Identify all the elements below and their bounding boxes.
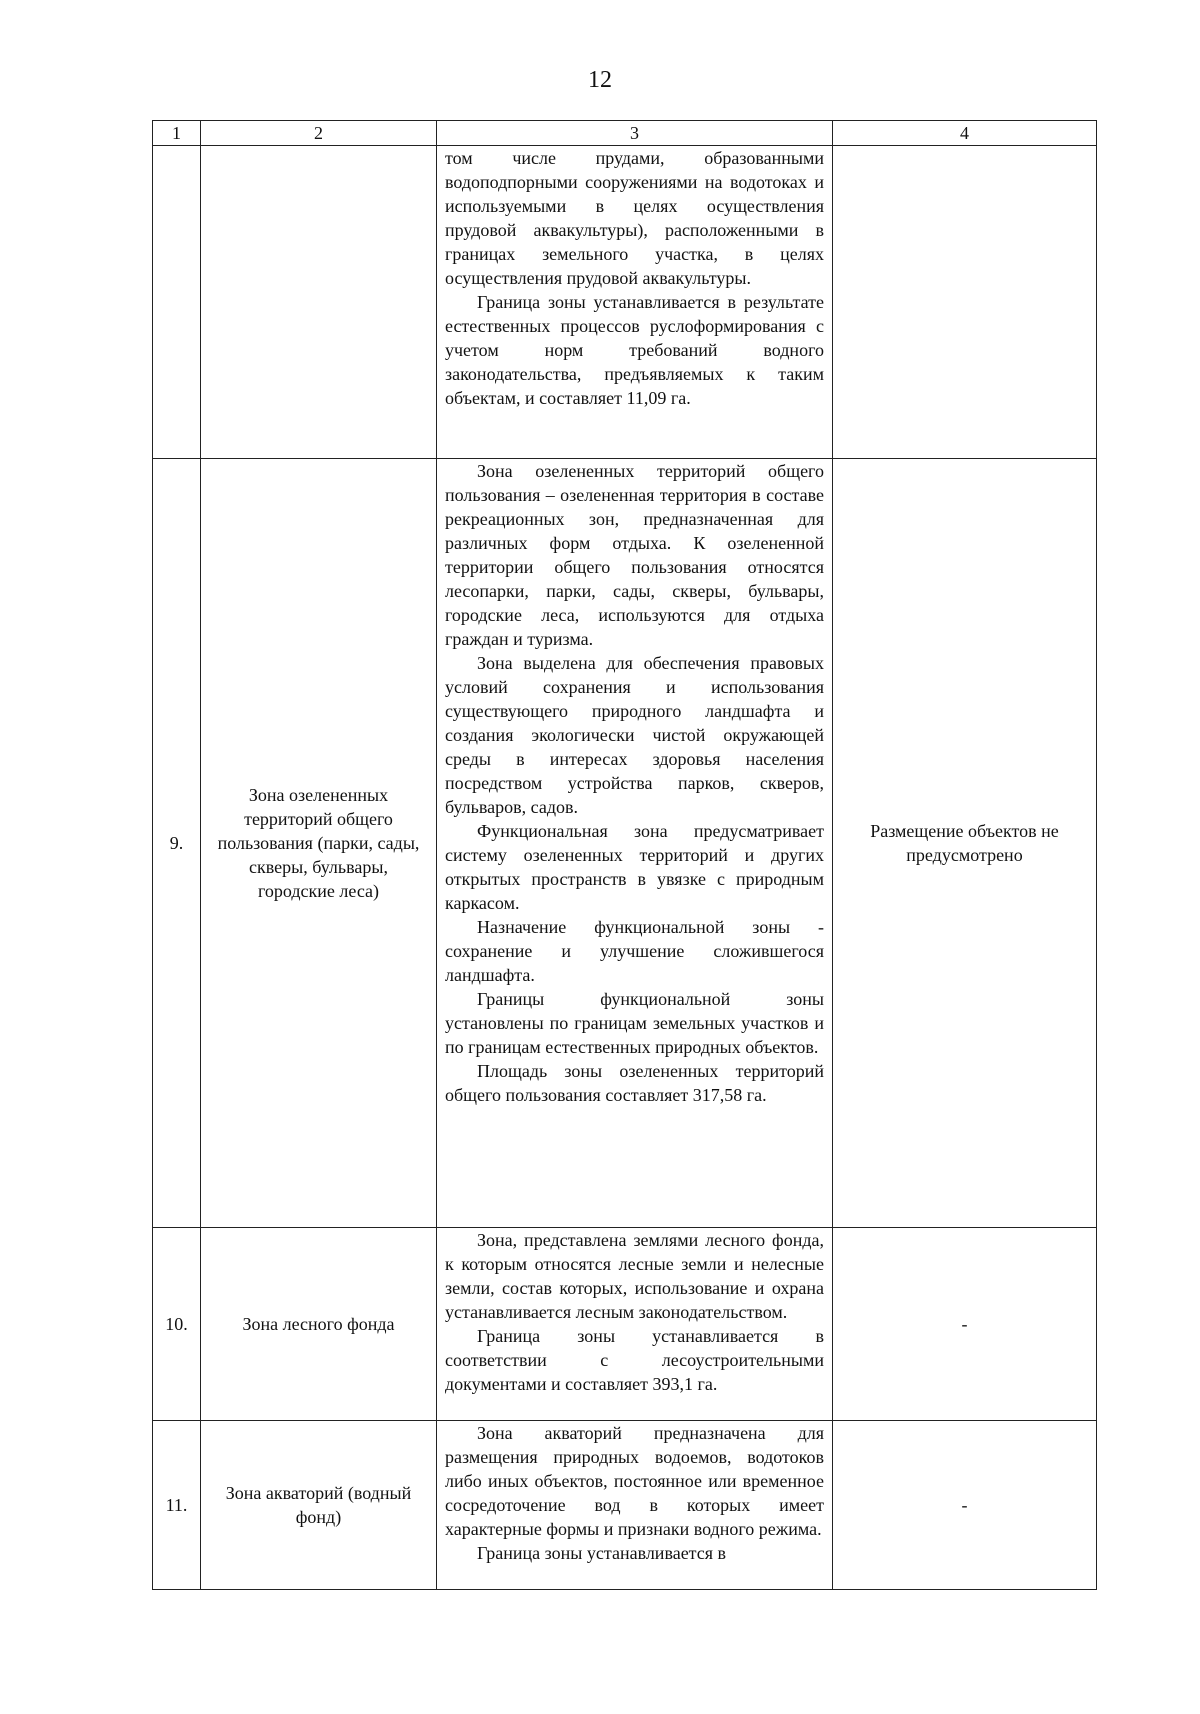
table-row bbox=[153, 146, 1097, 459]
zone-description bbox=[437, 146, 833, 459]
zone-objects: - bbox=[833, 1228, 1097, 1421]
zone-name: Зона акваторий (водный фонд) bbox=[201, 1421, 437, 1590]
zone-name: Зона лесного фонда bbox=[201, 1228, 437, 1421]
row-number: 11. bbox=[153, 1421, 201, 1590]
column-header: 4 bbox=[833, 121, 1097, 146]
description-paragraph: Функциональная зона предусматривает систему озелененных территорий и других открытых пространств в увязке с природным каркасом. bbox=[445, 821, 824, 913]
column-header: 1 bbox=[153, 121, 201, 146]
description-paragraph: том числе прудами, образованными водоподпорными сооружениями на водотоках и используемыми в целях осуществления прудовой аквакультуры), расположенными в границах земельного участка, в целях осуществления прудовой аквакультуры. bbox=[445, 148, 824, 288]
table-row bbox=[153, 459, 1097, 1228]
description-paragraph: Зона акваторий предназначена для размещения природных водоемов, водотоков либо иных объектов, постоянное или временное сосредоточение вод в которых имеет характерные формы и признаки водного режима. bbox=[445, 1423, 824, 1539]
row-number: 9. bbox=[153, 459, 201, 1228]
table-row bbox=[153, 1421, 1097, 1590]
description-paragraph: Граница зоны устанавливается в соответствии с лесоустроительными документами и составляет 393,1 га. bbox=[445, 1326, 824, 1394]
description-paragraph: Границы функциональной зоны установлены по границам земельных участков и по границам естественных природных объектов. bbox=[445, 989, 824, 1057]
zone-description bbox=[437, 459, 833, 1228]
description-paragraph: Граница зоны устанавливается в bbox=[477, 1543, 727, 1563]
description-paragraph: Назначение функциональной зоны - сохранение и улучшение сложившегося ландшафта. bbox=[445, 917, 824, 985]
page-number: 12 bbox=[588, 67, 612, 93]
zone-name bbox=[201, 146, 437, 459]
zone-objects: - bbox=[833, 1421, 1097, 1590]
description-paragraph: Зона выделена для обеспечения правовых условий сохранения и использования существующего природного ландшафта и создания экологически чистой окружающей среды в интересах здоровья населения посредством устройства парков, скверов, бульваров, садов. bbox=[445, 653, 824, 817]
row-number bbox=[153, 146, 201, 459]
table-row bbox=[153, 1228, 1097, 1421]
description-paragraph: Зона, представлена землями лесного фонда, к которым относятся лесные земли и нелесные земли, состав которых, использование и охрана устанавливается лесным законодательством. bbox=[445, 1230, 824, 1322]
zone-description bbox=[437, 1228, 833, 1421]
zone-name: Зона озелененных территорий общего пользования (парки, сады, скверы, бульвары, городские леса) bbox=[201, 459, 437, 1228]
description-paragraph: Зона озелененных территорий общего пользования – озелененная территория в составе рекреационных зон, предназначенная для различных форм отдыха. К озелененной территории общего пользования относятся лесопарки, парки, сады, скверы, бульвары, городские леса, используются для отдыха граждан и туризма. bbox=[445, 461, 824, 649]
column-header: 2 bbox=[201, 121, 437, 146]
table-header-row bbox=[153, 121, 1097, 146]
zones-table bbox=[152, 120, 1097, 1590]
description-paragraph: Площадь зоны озелененных территорий общего пользования составляет 317,58 га. bbox=[445, 1061, 824, 1105]
description-paragraph: Граница зоны устанавливается в результате естественных процессов руслоформирования с учетом норм требований водного законодательства, предъявляемых к таким объектам, и составляет 11,09 га. bbox=[445, 292, 824, 408]
row-number: 10. bbox=[153, 1228, 201, 1421]
zone-objects bbox=[833, 146, 1097, 459]
zone-description bbox=[437, 1421, 833, 1590]
column-header: 3 bbox=[437, 121, 833, 146]
zone-objects: Размещение объектов не предусмотрено bbox=[833, 459, 1097, 1228]
